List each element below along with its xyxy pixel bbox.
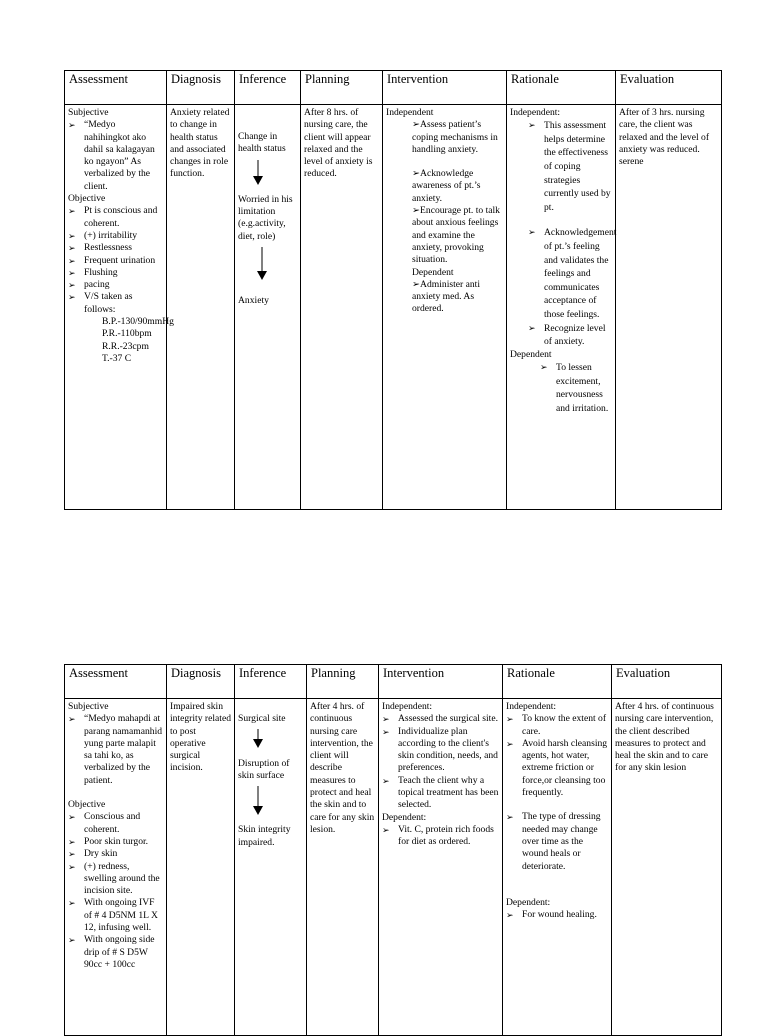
assessment-cell xyxy=(65,699,167,1036)
objective-item: ➢ (+) redness, swelling around the incision site. xyxy=(68,861,163,898)
objective-item: ➢ Dry skin xyxy=(68,848,163,860)
intervention-item: ➢Acknowledge awareness of pt.’s anxiety. xyxy=(412,168,481,204)
diagnosis-text: Impaired skin integrity related to post operative surgical incision. xyxy=(170,701,232,774)
independent-label: Independent: xyxy=(382,701,433,712)
header-inference: Inference xyxy=(235,665,307,699)
objective-item: ➢ Restlessness xyxy=(68,242,163,254)
objective-item: ➢ Pt is conscious and coherent. xyxy=(68,205,163,230)
header-diagnosis: Diagnosis xyxy=(167,71,235,105)
objective-item: ➢ (+) irritability xyxy=(68,230,163,242)
down-arrow-icon xyxy=(252,160,264,186)
vital-sign: B.P.-130/90mmHg xyxy=(102,316,174,328)
header-inference: Inference xyxy=(235,71,301,105)
planning-cell xyxy=(301,105,383,510)
header-diagnosis: Diagnosis xyxy=(167,665,235,699)
subjective-list xyxy=(68,119,163,193)
objective-list xyxy=(68,811,163,971)
header-evaluation: Evaluation xyxy=(616,71,722,105)
header-intervention: Intervention xyxy=(383,71,507,105)
inference-cell xyxy=(235,699,307,1036)
diagnosis-cell xyxy=(167,699,235,1036)
dependent-label: Dependent: xyxy=(382,811,427,823)
rationale-cell xyxy=(507,105,616,510)
rationale-item: ➢ Acknowledgement of pt.’s feeling and validates the feelings and communicates acceptance of those feelings. xyxy=(528,226,612,321)
rationale-item: ➢ This assessment helps determine the effectiveness of coping strategies currently used by pt. xyxy=(528,119,612,214)
header-rationale: Rationale xyxy=(503,665,612,699)
inference-step: Worried in his limitation (e.g.activity, diet, role) xyxy=(238,193,293,242)
inference-step: Surgical site xyxy=(238,713,286,724)
header-row xyxy=(65,665,722,699)
objective-label: Objective xyxy=(68,193,106,205)
objective-list xyxy=(68,205,163,316)
header-evaluation: Evaluation xyxy=(612,665,722,699)
header-row xyxy=(65,71,722,105)
objective-item: ➢ With ongoing IVF of # 4 D5NM 1L X 12, infusing well. xyxy=(68,897,163,934)
dependent-label: Dependent: xyxy=(506,896,551,908)
objective-item: ➢ Flushing xyxy=(68,267,163,279)
rationale-item: ➢ To lessen excitement, nervousness and irritation. xyxy=(540,361,612,415)
rationale-dependent-list xyxy=(506,909,608,921)
intervention-item: ➢Administer anti anxiety med. As ordered. xyxy=(412,278,480,315)
assessment-cell xyxy=(65,105,174,510)
subjective-label: Subjective xyxy=(68,107,109,118)
rationale-cell xyxy=(503,699,612,1036)
intervention-item: ➢ Teach the client why a topical treatment has been selected. xyxy=(382,775,499,812)
objective-label: Objective xyxy=(68,799,106,811)
down-arrow-icon xyxy=(252,786,264,816)
dependent-label: Dependent xyxy=(510,348,552,360)
vital-sign: T.-37 C xyxy=(102,352,132,364)
header-assessment: Assessment xyxy=(65,71,167,105)
nursing-care-plan-table-skin-integrity xyxy=(64,664,722,1036)
evaluation-cell xyxy=(612,699,722,1036)
objective-item: ➢ Frequent urination xyxy=(68,255,163,267)
evaluation-text: After of 3 hrs. nursing care, the client was relaxed and the level of anxiety was reduced. xyxy=(619,107,710,155)
vital-sign: P.R.-110bpm xyxy=(102,328,152,340)
rationale-item: ➢ Avoid harsh cleansing agents, hot water, extreme friction or force,or cleansing too frequently. xyxy=(506,738,608,799)
intervention-dependent-list xyxy=(382,824,499,849)
down-arrow-icon xyxy=(256,247,268,281)
intervention-item: ➢Assess patient’s coping mechanisms in handling anxiety. xyxy=(412,119,498,155)
subjective-quote: ➢ “Medyo mahapdi at parang namamanhid yung parte malapit sa tahi ko, as verbalized by the patient. xyxy=(68,713,163,787)
inference-step: Change in health status xyxy=(238,131,286,155)
header-planning: Planning xyxy=(307,665,379,699)
independent-label: Independent: xyxy=(506,701,557,712)
independent-label: Independent: xyxy=(510,107,561,118)
rationale-item: ➢ To know the extent of care. xyxy=(506,713,608,738)
planning-cell xyxy=(307,699,379,1036)
rationale-dependent-list xyxy=(510,361,612,415)
inference-step: Skin integrity impaired. xyxy=(238,824,291,848)
down-arrow-icon xyxy=(252,729,264,749)
inference-cell xyxy=(235,105,301,510)
nursing-care-plan-table-anxiety xyxy=(64,70,722,510)
evaluation-cell xyxy=(616,105,722,510)
inference-step: Anxiety xyxy=(238,295,269,307)
diagnosis-text: Anxiety related to change in health status and associated changes in role function. xyxy=(170,107,230,180)
intervention-item: ➢ Vit. C, protein rich foods for diet as ordered. xyxy=(382,824,499,849)
header-intervention: Intervention xyxy=(379,665,503,699)
vital-sign: R.R.-23cpm xyxy=(102,340,149,352)
diagnosis-cell xyxy=(167,105,235,510)
intervention-cell xyxy=(379,699,503,1036)
rationale-list xyxy=(506,713,608,873)
intervention-item: ➢ Assessed the surgical site. xyxy=(382,713,499,725)
content-row xyxy=(65,105,722,510)
intervention-list xyxy=(382,713,499,811)
rationale-item: ➢ For wound healing. xyxy=(506,909,608,921)
header-rationale: Rationale xyxy=(507,71,616,105)
objective-item: ➢ pacing xyxy=(68,279,163,291)
rationale-item: ➢ The type of dressing needed may change over time as the wound heals or deteriorate. xyxy=(506,811,608,872)
objective-item: ➢ V/S taken as follows: xyxy=(68,291,163,316)
subjective-label: Subjective xyxy=(68,701,109,712)
planning-text: After 4 hrs. of continuous nursing care intervention, the client will describe measures to protect and heal the skin and to care for any skin lesion. xyxy=(310,701,375,835)
inference-step: Disruption of skin surface xyxy=(238,757,290,781)
rationale-list xyxy=(510,119,617,349)
objective-item: ➢ Poor skin turgor. xyxy=(68,836,163,848)
evaluation-extra: serene xyxy=(619,156,644,168)
content-row xyxy=(65,699,722,1036)
independent-label: Independent xyxy=(386,107,434,118)
objective-item: ➢ With ongoing side drip of # S D5W 90cc + 100cc xyxy=(68,934,163,971)
objective-item: ➢ Conscious and coherent. xyxy=(68,811,163,836)
header-assessment: Assessment xyxy=(65,665,167,699)
rationale-item: ➢ Recognize level of anxiety. xyxy=(528,322,612,349)
planning-text: After 8 hrs. of nursing care, the client will appear relaxed and the level of anxiety is reduced. xyxy=(304,107,373,180)
subjective-list xyxy=(68,713,163,787)
header-planning: Planning xyxy=(301,71,383,105)
dependent-label: Dependent xyxy=(412,266,454,278)
subjective-quote: ➢ “Medyo nahihingkot ako dahil sa kalagayan ko ngayon” As verbalized by the client. xyxy=(68,119,163,193)
intervention-item: ➢ Individualize plan according to the client's skin condition, needs, and preferences. xyxy=(382,726,499,775)
intervention-cell xyxy=(383,105,507,510)
intervention-item: ➢Encourage pt. to talk about anxious feelings and examine the anxiety, provoking situation. xyxy=(412,205,500,266)
evaluation-text: After 4 hrs. of continuous nursing care intervention, the client described measures to protect and heal the skin and to care for any skin lesion xyxy=(615,701,714,774)
